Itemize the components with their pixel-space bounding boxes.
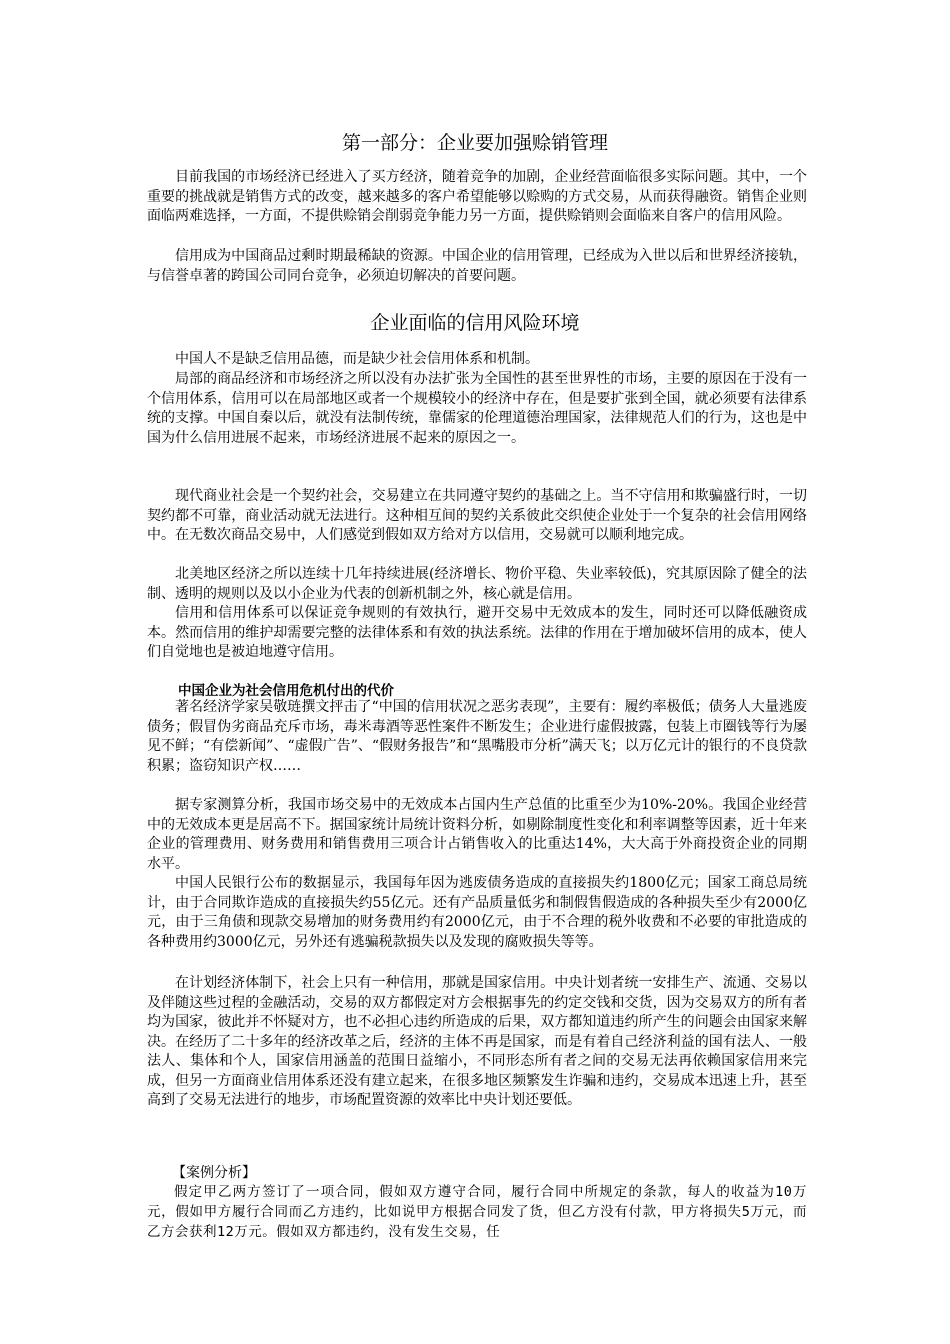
paragraph: 北美地区经济之所以连续十几年持续进展(经济增长、物价平稳、失业率较低)，究其原因除了健全的法制、透明的规则以及以小企业为代表的创新机制之外，核心就是信用。: [147, 566, 807, 602]
subheading-case-analysis: 【案例分析】: [172, 1165, 256, 1181]
paragraph: 在计划经济体制下，社会上只有一种信用，那就是国家信用。中央计划者统一安排生产、流通、交易以及伴随这些过程的金融活动，交易的双方都假定对方会根据事先的约定交钱和交货，因为交易双方的所有者均为国家，彼此并不怀疑对方，也不必担心违约所造成的后果，双方都知道违约所产生的问题会由国家来解决。在经历了二十多年的经济改革之后，经济的主体不再是国家，而是有着自己经济利益的国有法人、一般法人、集体和个人，国家信用涵盖的范围日益缩小，不同形态所有者之间的交易无法再依赖国家信用来完成，但另一方面商业信用体系还没有建立起来，在很多地区频繁发生诈骗和违约，交易成本迅速上升，甚至高到了交易无法进行的地步，市场配置资源的效率比中央计划还要低。: [147, 975, 807, 1108]
paragraph: 信用和信用体系可以保证竞争规则的有效执行，避开交易中无效成本的发生，同时还可以降低融资成本。然而信用的维护却需要完整的法律体系和有效的执法系统。法律的作用在于增加破坏信用的成本，使人们自觉地也是被迫地遵守信用。: [147, 605, 807, 660]
paragraph: 假定甲乙两方签订了一项合同，假如双方遵守合同，履行合同中所规定的条款，每人的收益为10万元，假如甲方履行合同而乙方违约，比如说甲方根据合同发了货，但乙方没有付款，甲方将损失5万元，而乙方会获利12万元。假如双方都违约，没有发生交易，任: [147, 1184, 807, 1240]
paragraph: 信用成为中国商品过剩时期最稀缺的资源。中国企业的信用管理，已经成为入世以后和世界经济接轨，与信誉卓著的跨国公司同台竞争，必须迫切解决的首要问题。: [147, 248, 807, 284]
paragraph: 著名经济学家吴敬琏撰文抨击了“中国的信用状况之恶劣表现”，主要有：履约率极低；债务人大量逃废债务；假冒伪劣商品充斥市场，毒米毒酒等恶性案件不断发生；企业进行虚假披露，包装上市圈钱等行为屡见不鲜；“有偿新闻”、“虚假广告”、“假财务报告”和“黑嘴股市分析”满天飞；以万亿元计的银行的不良贷款积累；盗窃知识产权……: [147, 699, 807, 774]
paragraph: 局部的商品经济和市场经济之所以没有办法扩张为全国性的甚至世界性的市场，主要的原因在于没有一个信用体系，信用可以在局部地区或者一个规模较小的经济中存在，但是要扩张到全国，就必须要有法律系统的支撑。中国自秦以后，就没有法制传统，靠儒家的伦理道德治理国家，法律规范人们的行为，这也是中国为什么信用进展不起来，市场经济进展不起来的原因之一。: [147, 371, 807, 446]
subheading-credit-crisis-cost: 中国企业为社会信用危机付出的代价: [178, 683, 394, 699]
section-title-credit-sales: 第一部分：企业要加强赊销管理: [341, 132, 608, 154]
paragraph: 现代商业社会是一个契约社会，交易建立在共同遵守契约的基础之上。当不守信用和欺骗盛行时，一切契约都不可靠，商业活动就无法进行。这种相互间的契约关系彼此交织使企业处于一个复杂的社会信用网络中。在无数次商品交易中，人们感觉到假如双方给对方以信用，交易就可以顺利地完成。: [147, 488, 807, 543]
paragraph: 中国人不是缺乏信用品德，而是缺少社会信用体系和机制。: [175, 351, 539, 367]
section-title-credit-risk: 企业面临的信用风险环境: [370, 312, 580, 334]
paragraph: 据专家测算分析，我国市场交易中的无效成本占国内生产总值的比重至少为10%-20%。我国企业经营中的无效成本更是居高不下。据国家统计局统计资料分析，如剔除制度性变化和利率调整等因素，近十年来企业的管理费用、财务费用和销售费用三项合计占销售收入的比重达14%，大大高于外商投资企业的同期水平。: [147, 797, 807, 872]
paragraph: 中国人民银行公布的数据显示，我国每年因为逃废债务造成的直接损失约1800亿元；国家工商总局统计，由于合同欺诈造成的直接损失约55亿元。还有产品质量低劣和制假售假造成的各种损失至少有2000亿元，由于三角债和现款交易增加的财务费用约有2000亿元，由于不合理的税外收费和不必要的审批造成的各种费用约3000亿元，另外还有逃骗税款损失以及发现的腐败损失等等。: [147, 875, 807, 950]
paragraph: 目前我国的市场经济已经进入了买方经济，随着竞争的加剧，企业经营面临很多实际问题。其中，一个重要的挑战就是销售方式的改变，越来越多的客户希望能够以赊购的方式交易，从而获得融资。销售企业则面临两难选择，一方面，不提供赊销会削弱竞争能力另一方面，提供赊销则会面临来自客户的信用风险。: [147, 169, 807, 224]
